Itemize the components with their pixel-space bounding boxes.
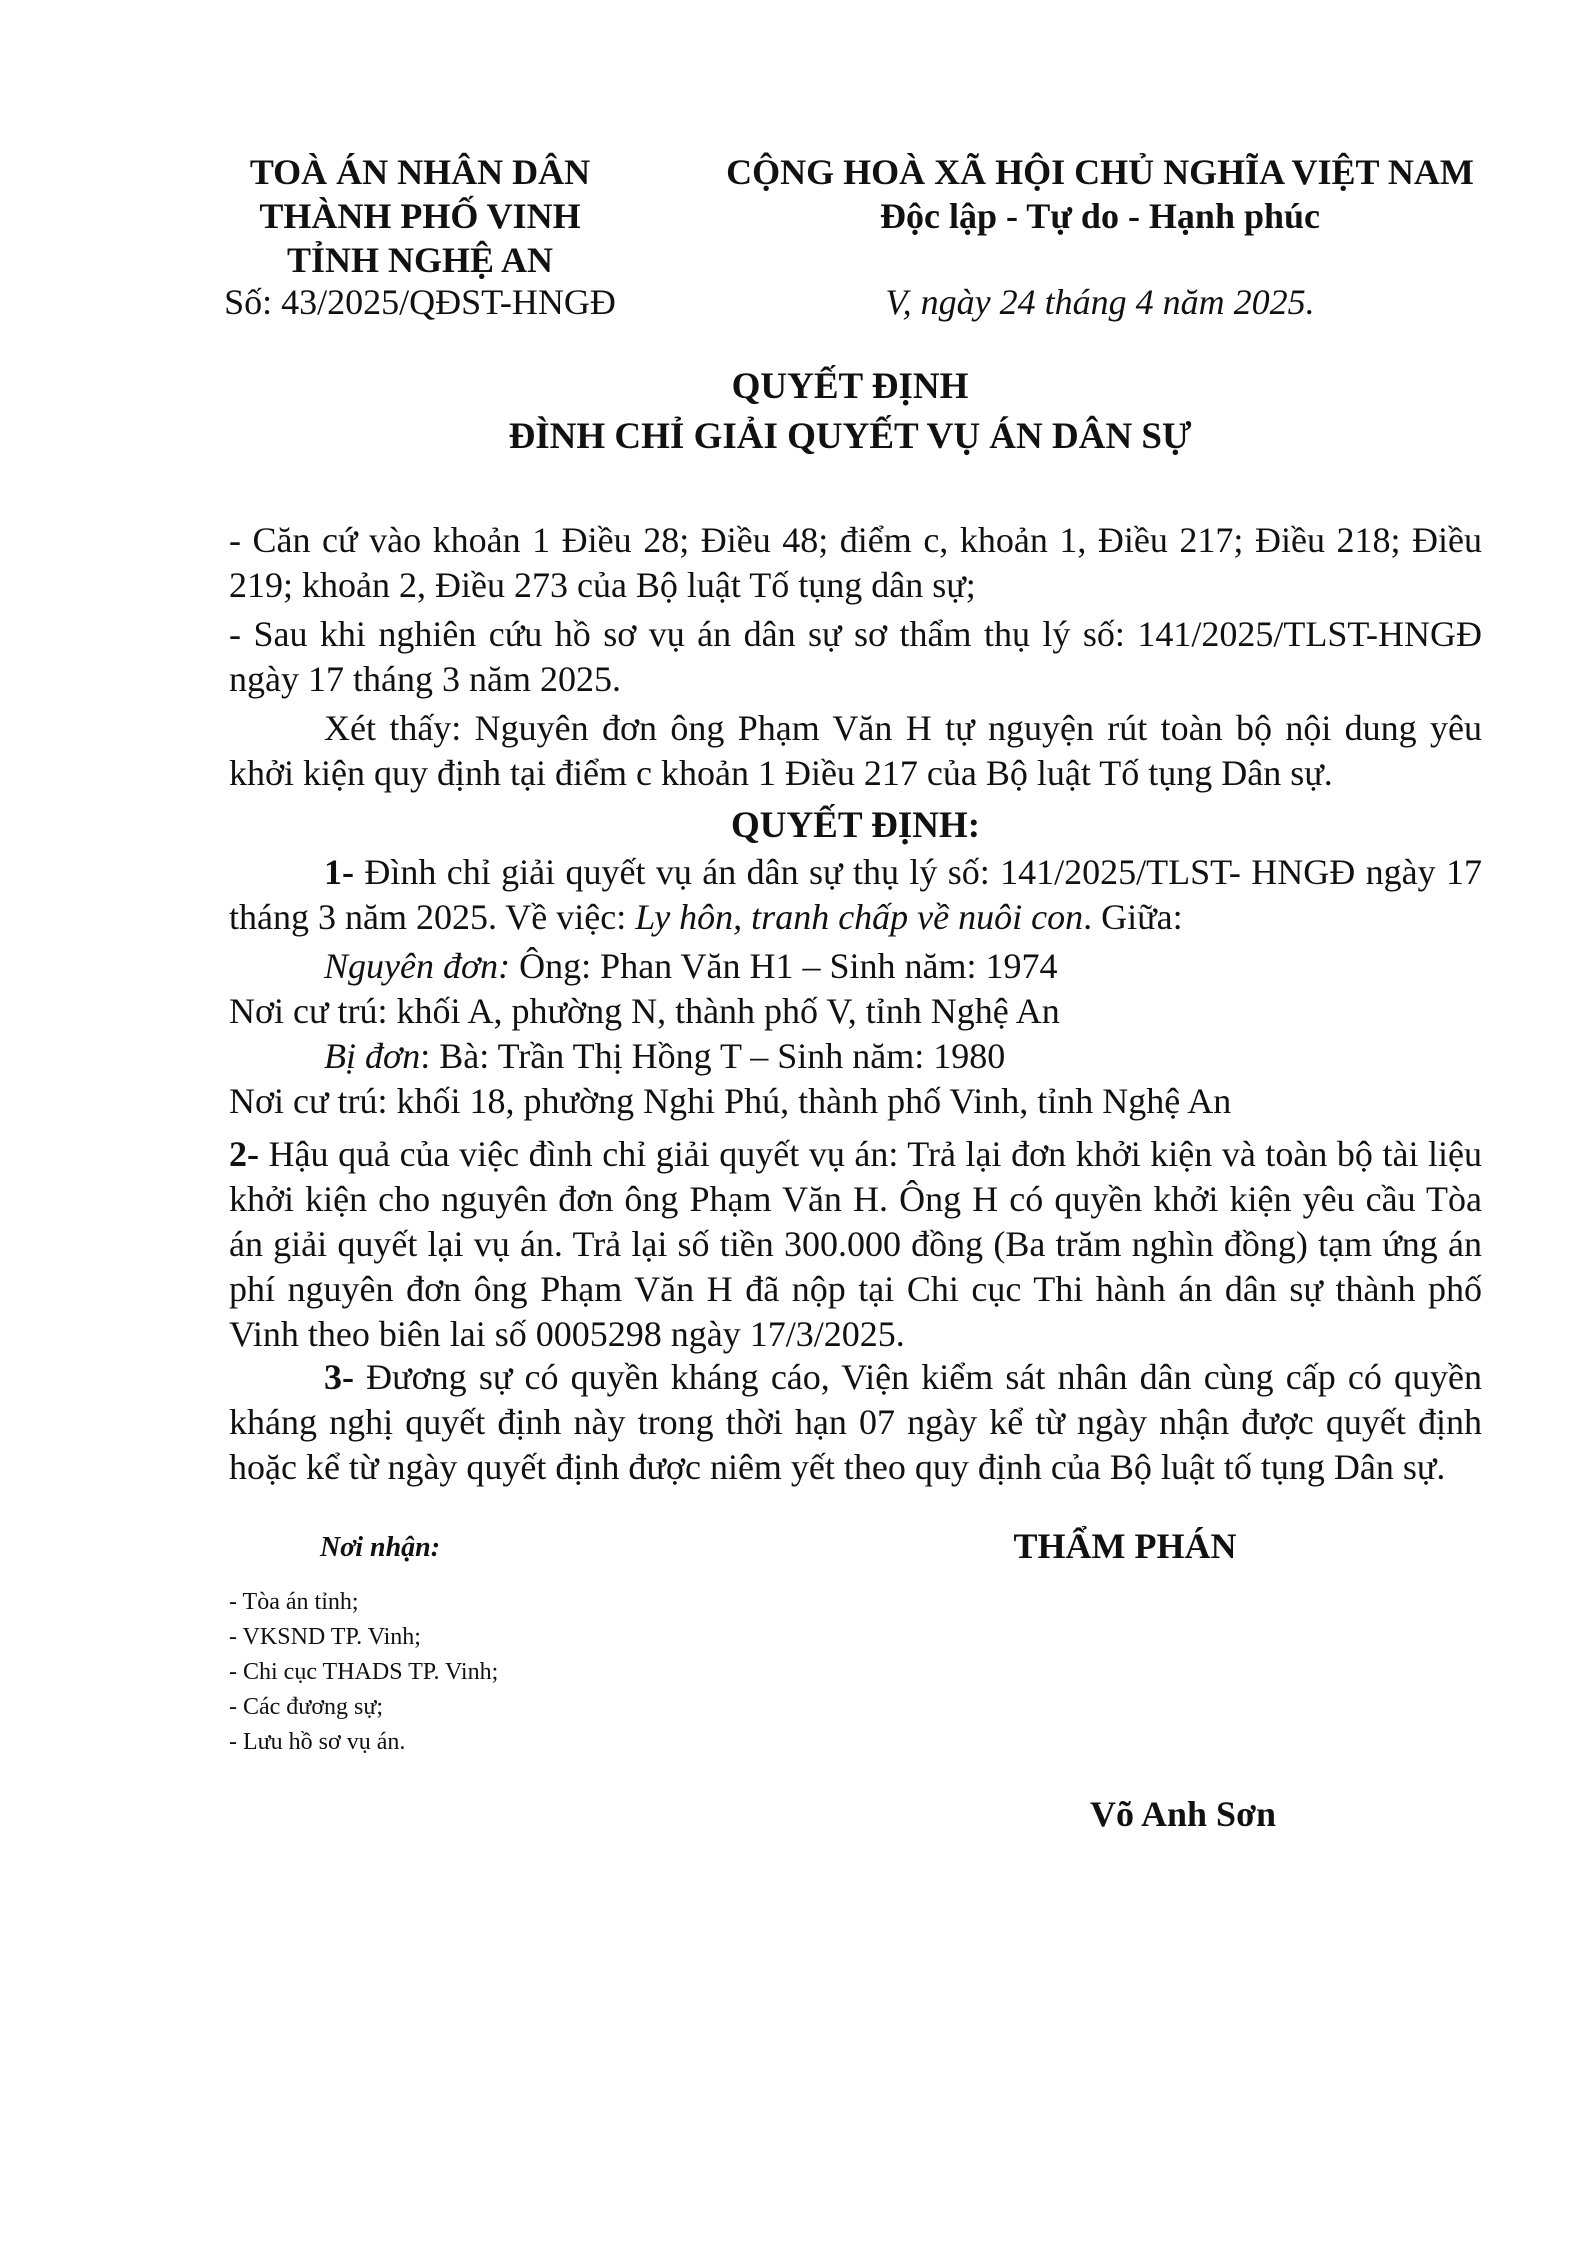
preamble-finding: Xét thấy: Nguyên đơn ông Phạm Văn H tự nguyện rút toàn bộ nội dung yêu khởi kiện quy định tại điểm c khoản 1 Điều 217 của Bộ luật Tố tụng Dân sự. bbox=[229, 708, 1482, 793]
national-header bbox=[700, 150, 1500, 238]
country-name: CỘNG HOÀ XÃ HỘI CHỦ NGHĨA VIỆT NAM bbox=[726, 152, 1474, 192]
court-province: TỈNH NGHỆ AN bbox=[286, 240, 554, 280]
item-3-text: Đương sự có quyền kháng cáo, Viện kiểm sát nhân dân cùng cấp có quyền kháng nghị quyết định này trong thời hạn 07 ngày kể từ ngày nhận được quyết định hoặc kể từ ngày quyết định được niêm yết theo quy định của Bộ luật tố tụng Dân sự. bbox=[229, 1357, 1482, 1487]
court-city: THÀNH PHỐ VINH bbox=[259, 196, 581, 236]
recipient-item: - Các đương sự; bbox=[229, 1694, 384, 1720]
title-line-2: ĐÌNH CHỈ GIẢI QUYẾT VỤ ÁN DÂN SỰ bbox=[508, 416, 1192, 457]
document-title bbox=[200, 362, 1500, 462]
recipients-label: Nơi nhận: bbox=[320, 1532, 441, 1563]
recipients-list bbox=[229, 1585, 729, 1760]
preamble-case-review: - Sau khi nghiên cứu hồ sơ vụ án dân sự sơ thẩm thụ lý số: 141/2025/TLST-HNGĐ ngày 17 tháng 3 năm 2025. bbox=[229, 614, 1482, 699]
court-name-block bbox=[200, 150, 640, 282]
item-2-number: 2- bbox=[229, 1134, 259, 1174]
plaintiff-label: Nguyên đơn: bbox=[324, 946, 511, 986]
plaintiff-info: Ông: Phan Văn H1 – Sinh năm: 1974 bbox=[510, 946, 1058, 986]
item-1-text: Đình chỉ giải quyết vụ án dân sự thụ lý số: 141/2025/TLST- HNGĐ ngày 17 tháng 3 năm 2025. Về việc: bbox=[229, 852, 1482, 937]
decision-item-2 bbox=[229, 1132, 1482, 1357]
defendant-address: Nơi cư trú: khối 18, phường Nghi Phú, thành phố Vinh, tỉnh Nghệ An bbox=[229, 1081, 1232, 1121]
recipient-item: - VKSND TP. Vinh; bbox=[229, 1624, 421, 1650]
preamble bbox=[229, 518, 1482, 796]
recipient-item: - Chi cục THADS TP. Vinh; bbox=[229, 1659, 499, 1685]
plaintiff-address: Nơi cư trú: khối A, phường N, thành phố V, tỉnh Nghệ An bbox=[229, 991, 1060, 1031]
item-1-number: 1- bbox=[324, 852, 354, 892]
court-name: TOÀ ÁN NHÂN DÂN bbox=[249, 152, 591, 192]
preamble-legal-basis: - Căn cứ vào khoản 1 Điều 28; Điều 48; điểm c, khoản 1, Điều 217; Điều 218; Điều 219; khoản 2, Điều 273 của Bộ luật Tố tụng dân sự; bbox=[229, 520, 1482, 605]
item-1-tail: . Giữa: bbox=[1083, 897, 1183, 937]
title-line-1: QUYẾT ĐỊNH bbox=[731, 366, 969, 407]
decision-heading: QUYẾT ĐỊNH: bbox=[730, 805, 981, 846]
document-date: V, ngày 24 tháng 4 năm 2025. bbox=[885, 282, 1315, 322]
defendant-label: Bị đơn bbox=[324, 1036, 421, 1076]
signer-name: Võ Anh Sơn bbox=[1090, 1794, 1277, 1834]
signer-role: THẨM PHÁN bbox=[1013, 1526, 1237, 1566]
item-1-subject: Ly hôn, tranh chấp về nuôi con bbox=[635, 897, 1084, 937]
defendant-info: : Bà: Trần Thị Hồng T – Sinh năm: 1980 bbox=[420, 1036, 1006, 1076]
decision-item-3 bbox=[229, 1355, 1482, 1490]
item-3-number: 3- bbox=[324, 1357, 354, 1397]
recipient-item: - Lưu hồ sơ vụ án. bbox=[229, 1729, 406, 1755]
national-motto: Độc lập - Tự do - Hạnh phúc bbox=[879, 196, 1321, 236]
decision-item-1 bbox=[229, 850, 1482, 1124]
item-2-text: Hậu quả của việc đình chỉ giải quyết vụ án: Trả lại đơn khởi kiện và toàn bộ tài liệu khởi kiện cho nguyên đơn ông Phạm Văn H. Ông H có quyền khởi kiện yêu cầu Tòa án giải quyết lại vụ án. Trả lại số tiền 300.000 đồng (Ba trăm nghìn đồng) tạm ứng án phí nguyên đơn ông Phạm Văn H đã nộp tại Chi cục Thi hành án dân sự thành phố Vinh theo biên lai số 0005298 ngày 17/3/2025. bbox=[229, 1134, 1482, 1354]
document-number: Số: 43/2025/QĐST-HNGĐ bbox=[224, 282, 616, 322]
recipient-item: - Tòa án tỉnh; bbox=[229, 1589, 359, 1615]
